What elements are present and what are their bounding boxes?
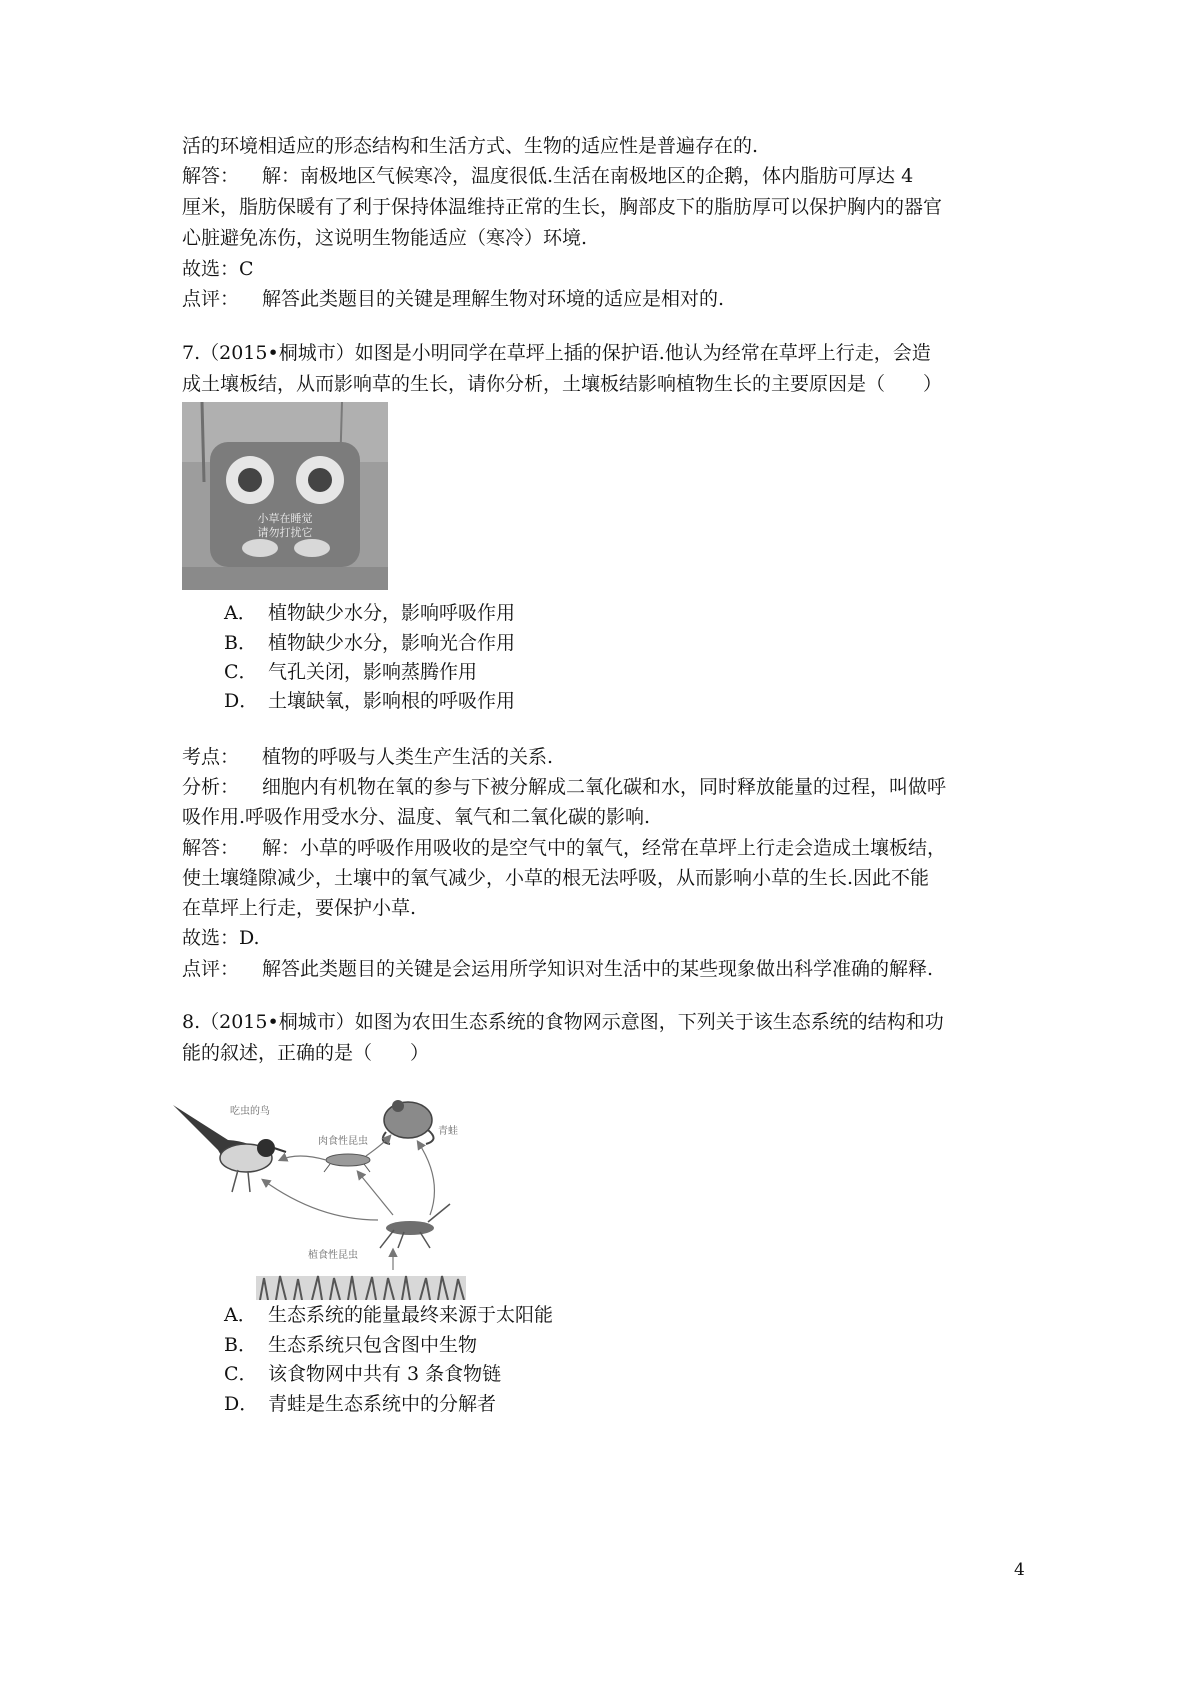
q8-food-web-diagram — [168, 1080, 508, 1300]
q8-option-d: D． 青蛙是生态系统中的分解者 — [224, 1393, 497, 1415]
continuation-text: 活的环境相适应的形态结构和生活方式、生物的适应性是普遍存在的. — [182, 135, 759, 157]
sign-text-1: 小草在睡觉 — [257, 512, 313, 525]
label-frog: 青蛙 — [438, 1126, 458, 1137]
q7-option-c: C． 气孔关闭，影响蒸腾作用 — [224, 661, 478, 683]
bird-figure — [173, 1105, 286, 1192]
q7-stem-line-1: 7.（2015•桐城市）如图是小明同学在草坪上插的保护语.他认为经常在草坪上行走，会造 — [182, 342, 931, 364]
sign-left-foot — [242, 539, 278, 557]
q8-option-b: B． 生态系统只包含图中生物 — [224, 1334, 478, 1356]
q7-answer-line-1: 解答： 解：小草的呼吸作用吸收的是空气中的氧气，经常在草坪上行走会造成土壤板结， — [182, 833, 946, 863]
q6-answer-line-1: 解答： 解：南极地区气候寒冷，温度很低.生活在南极地区的企鹅，体内脂肪可厚达 4 — [182, 161, 913, 191]
q7-option-b: B． 植物缺少水分，影响光合作用 — [224, 632, 516, 654]
label-bird: 吃虫的鸟 — [230, 1106, 270, 1117]
q6-comment: 点评： 解答此类题目的关键是理解生物对环境的适应是相对的. — [182, 284, 724, 314]
q7-answer-line-3: 在草坪上行走，要保护小草. — [182, 897, 417, 919]
arrow-carnivore-to-frog — [366, 1136, 390, 1156]
label-herbivore: 植食性昆虫 — [308, 1250, 358, 1261]
q7-answer-line-2: 使土壤缝隙减少，土壤中的氧气减少，小草的根无法呼吸，从而影响小草的生长.因此不能 — [182, 867, 930, 889]
herbivore-insect-figure — [380, 1204, 450, 1248]
sign-right-foot — [294, 539, 330, 557]
grass-figure — [256, 1276, 466, 1300]
q7-comment: 点评： 解答此类题目的关键是会运用所学知识对生活中的某些现象做出科学准确的解释. — [182, 954, 933, 984]
q6-answer-label: 解答： — [182, 165, 240, 187]
q7-point-label: 考点： — [182, 746, 240, 768]
arrow-herbivore-to-frog — [418, 1142, 434, 1215]
arrow-carnivore-to-bird — [280, 1156, 326, 1160]
q7-analysis-line-1: 分析： 细胞内有机物在氧的参与下被分解成二氧化碳和水，同时释放能量的过程，叫做呼 — [182, 772, 946, 802]
q7-choice: 故选：D. — [182, 927, 260, 949]
q6-answer-line-3: 心脏避免冻伤，这说明生物能适应（寒冷）环境. — [182, 227, 588, 249]
sign-board — [210, 442, 360, 567]
q7-option-a: A． 植物缺少水分，影响呼吸作用 — [224, 602, 516, 624]
q6-comment-label: 点评： — [182, 288, 240, 310]
q8-stem-line-1: 8.（2015•桐城市）如图为农田生态系统的食物网示意图，下列关于该生态系统的结构和功 — [182, 1011, 944, 1033]
sign-text-2: 请勿打扰它 — [257, 526, 313, 539]
q7-comment-label: 点评： — [182, 958, 240, 980]
label-carnivore: 肉食性昆虫 — [318, 1136, 368, 1147]
q7-analysis-line-2: 吸作用.呼吸作用受水分、温度、氧气和二氧化碳的影响. — [182, 806, 651, 828]
arrow-herbivore-to-carnivore — [358, 1172, 393, 1215]
q7-analysis-label: 分析： — [182, 776, 240, 798]
arrow-herbivore-to-bird — [263, 1180, 378, 1220]
q7-option-d: D． 土壤缺氧，影响根的呼吸作用 — [224, 690, 516, 712]
carnivore-insect-figure — [324, 1154, 370, 1172]
q7-sign-photo — [182, 402, 388, 590]
q6-answer-line-2: 厘米，脂肪保暖有了利于保持体温维持正常的生长，胸部皮下的脂肪厚可以保护胸内的器官 — [182, 196, 943, 218]
page-number: 4 — [1014, 1560, 1025, 1580]
q6-choice: 故选：C — [182, 258, 254, 280]
q8-option-c: C． 该食物网中共有 3 条食物链 — [224, 1363, 502, 1385]
q7-point: 考点： 植物的呼吸与人类生产生活的关系. — [182, 742, 553, 772]
q8-option-a: A． 生态系统的能量最终来源于太阳能 — [224, 1304, 554, 1326]
q8-stem-line-2: 能的叙述，正确的是（ ） — [182, 1042, 430, 1064]
q7-answer-label: 解答： — [182, 837, 240, 859]
frog-figure — [383, 1100, 434, 1144]
q7-stem-line-2: 成土壤板结，从而影响草的生长，请你分析，土壤板结影响植物生长的主要原因是（ ） — [182, 373, 943, 395]
grass-strip — [182, 567, 388, 590]
